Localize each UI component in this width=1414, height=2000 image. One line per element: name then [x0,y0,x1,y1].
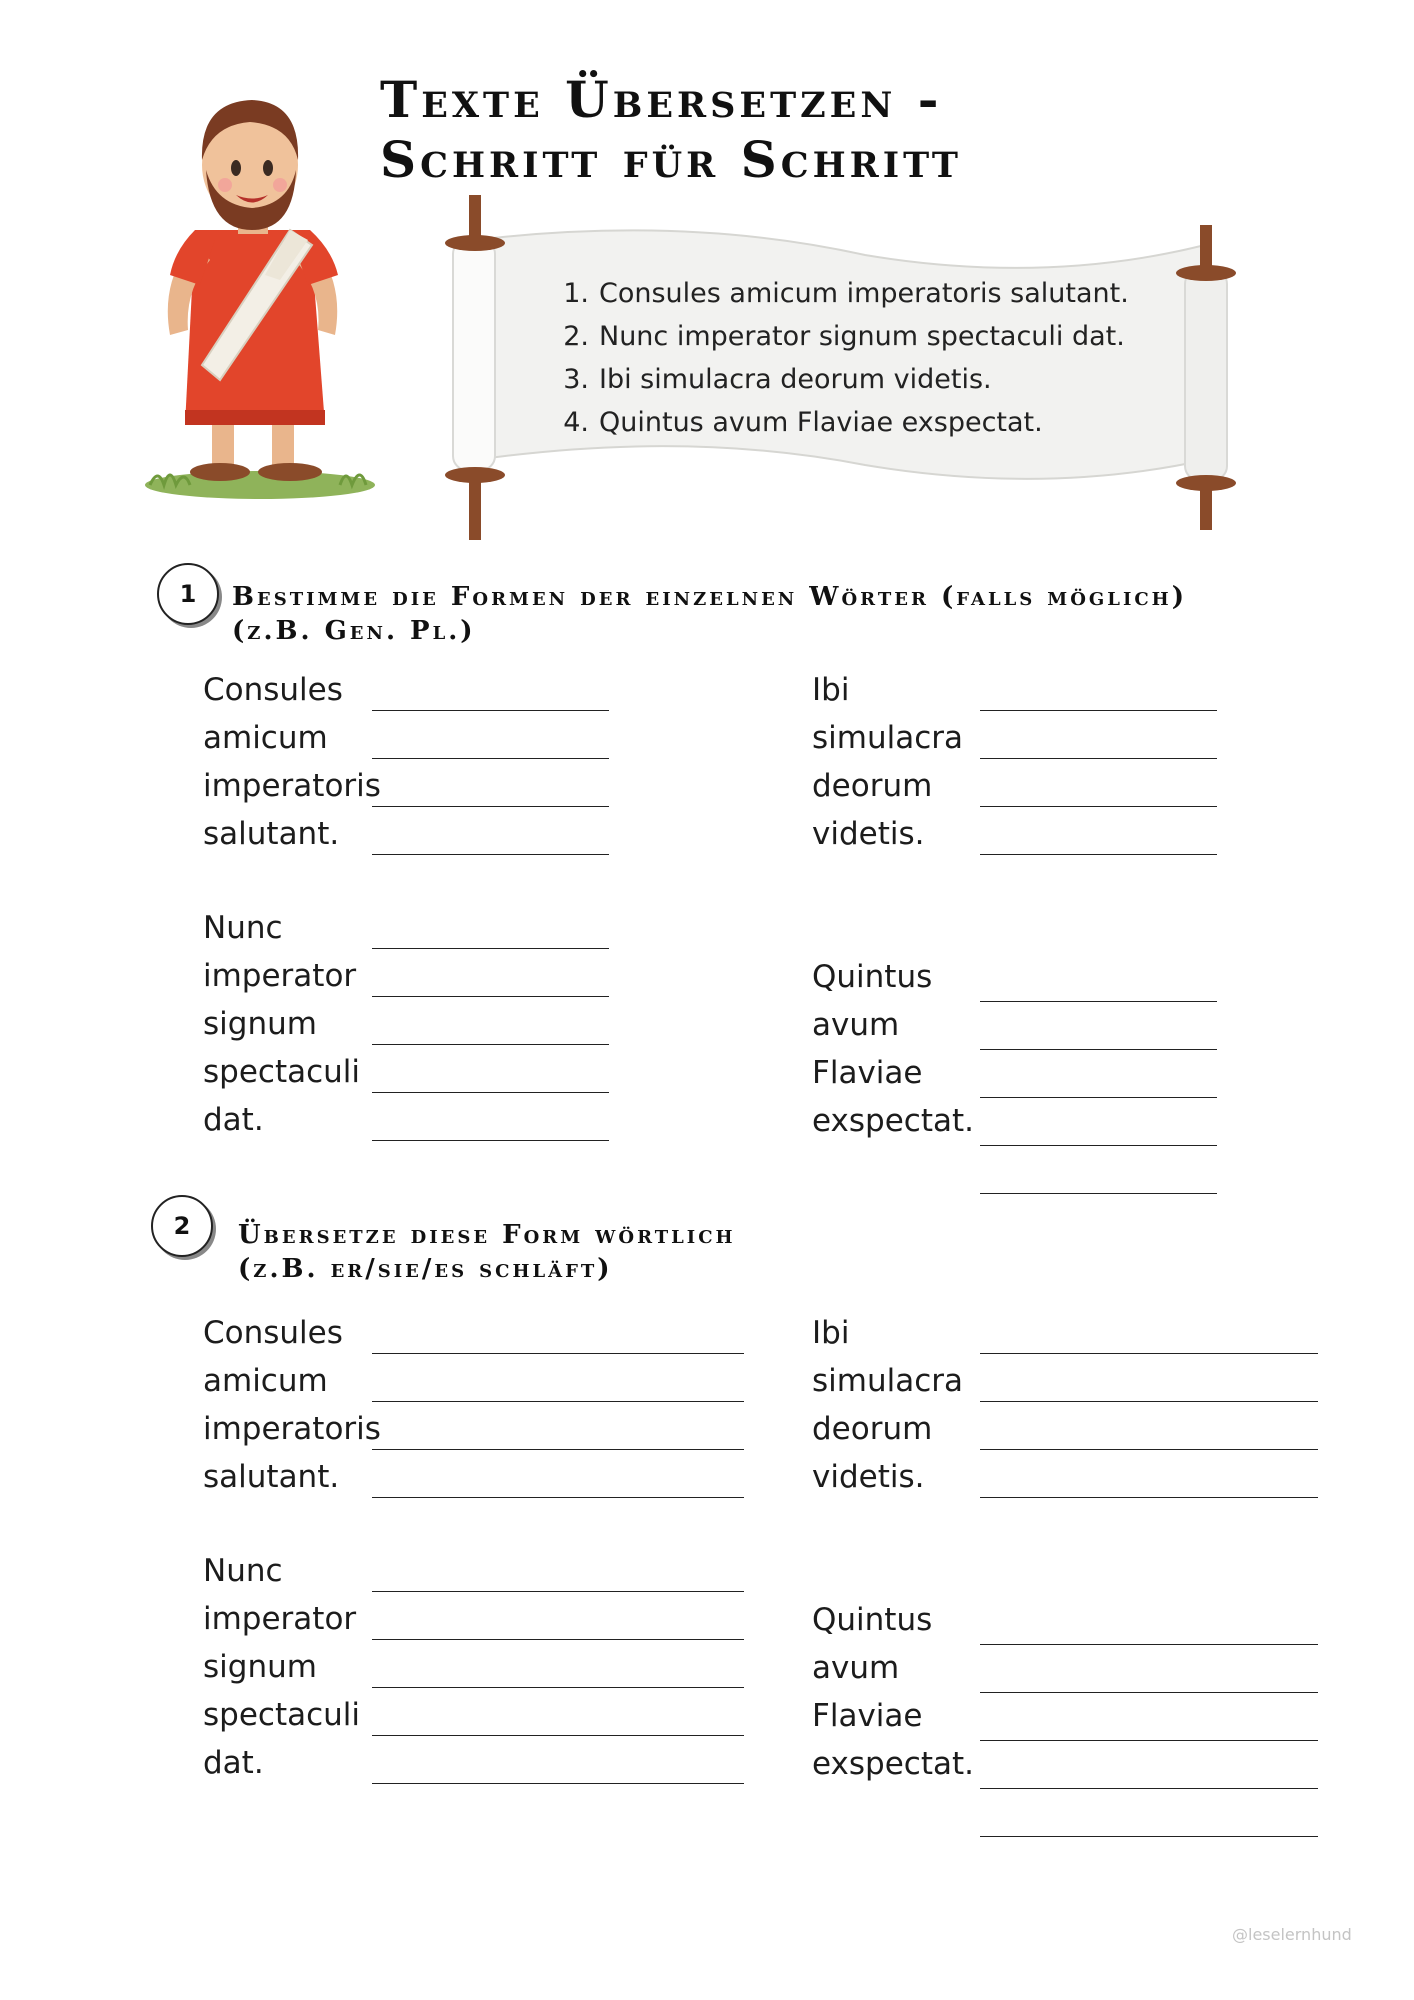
latin-word: simulacra [812,1363,964,1399]
answer-line[interactable] [372,1591,744,1592]
task-number-badge: 1 [157,563,219,625]
answer-line[interactable] [980,758,1217,759]
answer-line[interactable] [980,1644,1318,1645]
sentence-text: Quintus avum Flaviae exspectat. [599,407,1043,438]
latin-word: imperator [203,958,357,994]
answer-line[interactable] [372,996,609,997]
latin-word: Quintus [812,959,933,995]
answer-line[interactable] [980,1401,1318,1402]
latin-word: Flaviae [812,1698,923,1734]
latin-word: salutant. [203,816,340,852]
answer-line[interactable] [372,1687,744,1688]
sentence-item: 3. Ibi simulacra deorum videtis. [563,364,992,395]
latin-word: imperatoris [203,1411,381,1447]
task-1-title: Bestimme die Formen der einzelnen Wörter (falls möglich) (z.B. Gen. Pl.) [232,582,1187,646]
latin-word: Ibi [812,672,850,708]
latin-word: exspectat. [812,1103,974,1139]
latin-word: simulacra [812,720,964,756]
answer-line[interactable] [372,1353,744,1354]
answer-line[interactable] [372,1639,744,1640]
sentence-text: Ibi simulacra deorum videtis. [599,364,992,395]
task-2-title: Übersetze diese Form wörtlich (z.B. er/sie/es schläft) [238,1220,736,1284]
answer-line[interactable] [980,806,1217,807]
latin-word: Flaviae [812,1055,923,1091]
latin-word: Quintus [812,1602,933,1638]
latin-word: Nunc [203,1553,283,1589]
answer-line[interactable] [980,1836,1318,1837]
answer-line[interactable] [980,710,1217,711]
answer-line[interactable] [980,1193,1217,1194]
latin-word: Ibi [812,1315,850,1351]
latin-word: spectaculi [203,1054,361,1090]
answer-line[interactable] [980,1097,1217,1098]
page-title [380,70,1080,190]
sentence-text: Nunc imperator signum spectaculi dat. [599,321,1125,352]
answer-line[interactable] [372,758,609,759]
answer-line[interactable] [372,948,609,949]
answer-line[interactable] [980,1449,1318,1450]
latin-word: avum [812,1650,900,1686]
latin-word: imperator [203,1601,357,1637]
latin-word: spectaculi [203,1697,361,1733]
answer-line[interactable] [372,1140,609,1141]
answer-line[interactable] [980,1497,1318,1498]
answer-line[interactable] [372,1497,744,1498]
page-title-line-2: Schritt für Schritt [380,130,962,189]
sentence-list [555,272,1129,444]
answer-line[interactable] [372,1783,744,1784]
answer-line[interactable] [372,1044,609,1045]
latin-word: amicum [203,720,328,756]
sentence-item: 4. Quintus avum Flaviae exspectat. [563,407,1043,438]
page-title-line-1: Texte Übersetzen - [380,70,943,129]
answer-line[interactable] [980,1740,1318,1741]
watermark: @leselernhund [1232,1925,1352,1944]
answer-line[interactable] [980,1692,1318,1693]
latin-word: deorum [812,1411,933,1447]
latin-word: deorum [812,768,933,804]
latin-word: salutant. [203,1459,340,1495]
answer-line[interactable] [980,1353,1318,1354]
latin-word: exspectat. [812,1746,974,1782]
answer-line[interactable] [372,1735,744,1736]
answer-line[interactable] [980,1001,1217,1002]
latin-word: Consules [203,672,343,708]
answer-line[interactable] [980,854,1217,855]
latin-word: signum [203,1649,317,1685]
latin-word: amicum [203,1363,328,1399]
latin-word: videtis. [812,1459,925,1495]
latin-word: dat. [203,1102,264,1138]
answer-line[interactable] [372,806,609,807]
answer-line[interactable] [372,1449,744,1450]
latin-word: avum [812,1007,900,1043]
sentence-item: 1. Consules amicum imperatoris salutant. [563,278,1129,309]
latin-word: imperatoris [203,768,381,804]
answer-line[interactable] [980,1049,1217,1050]
sentence-text: Consules amicum imperatoris salutant. [599,278,1129,309]
answer-line[interactable] [372,710,609,711]
latin-word: Nunc [203,910,283,946]
latin-word: Consules [203,1315,343,1351]
sentence-item: 2. Nunc imperator signum spectaculi dat. [563,321,1125,352]
answer-line[interactable] [372,1092,609,1093]
task-number-badge: 2 [151,1195,213,1257]
roman-figure-illustration [140,80,400,510]
answer-line[interactable] [980,1145,1217,1146]
latin-word: dat. [203,1745,264,1781]
answer-line[interactable] [372,1401,744,1402]
latin-word: videtis. [812,816,925,852]
answer-line[interactable] [980,1788,1318,1789]
latin-word: signum [203,1006,317,1042]
answer-line[interactable] [372,854,609,855]
